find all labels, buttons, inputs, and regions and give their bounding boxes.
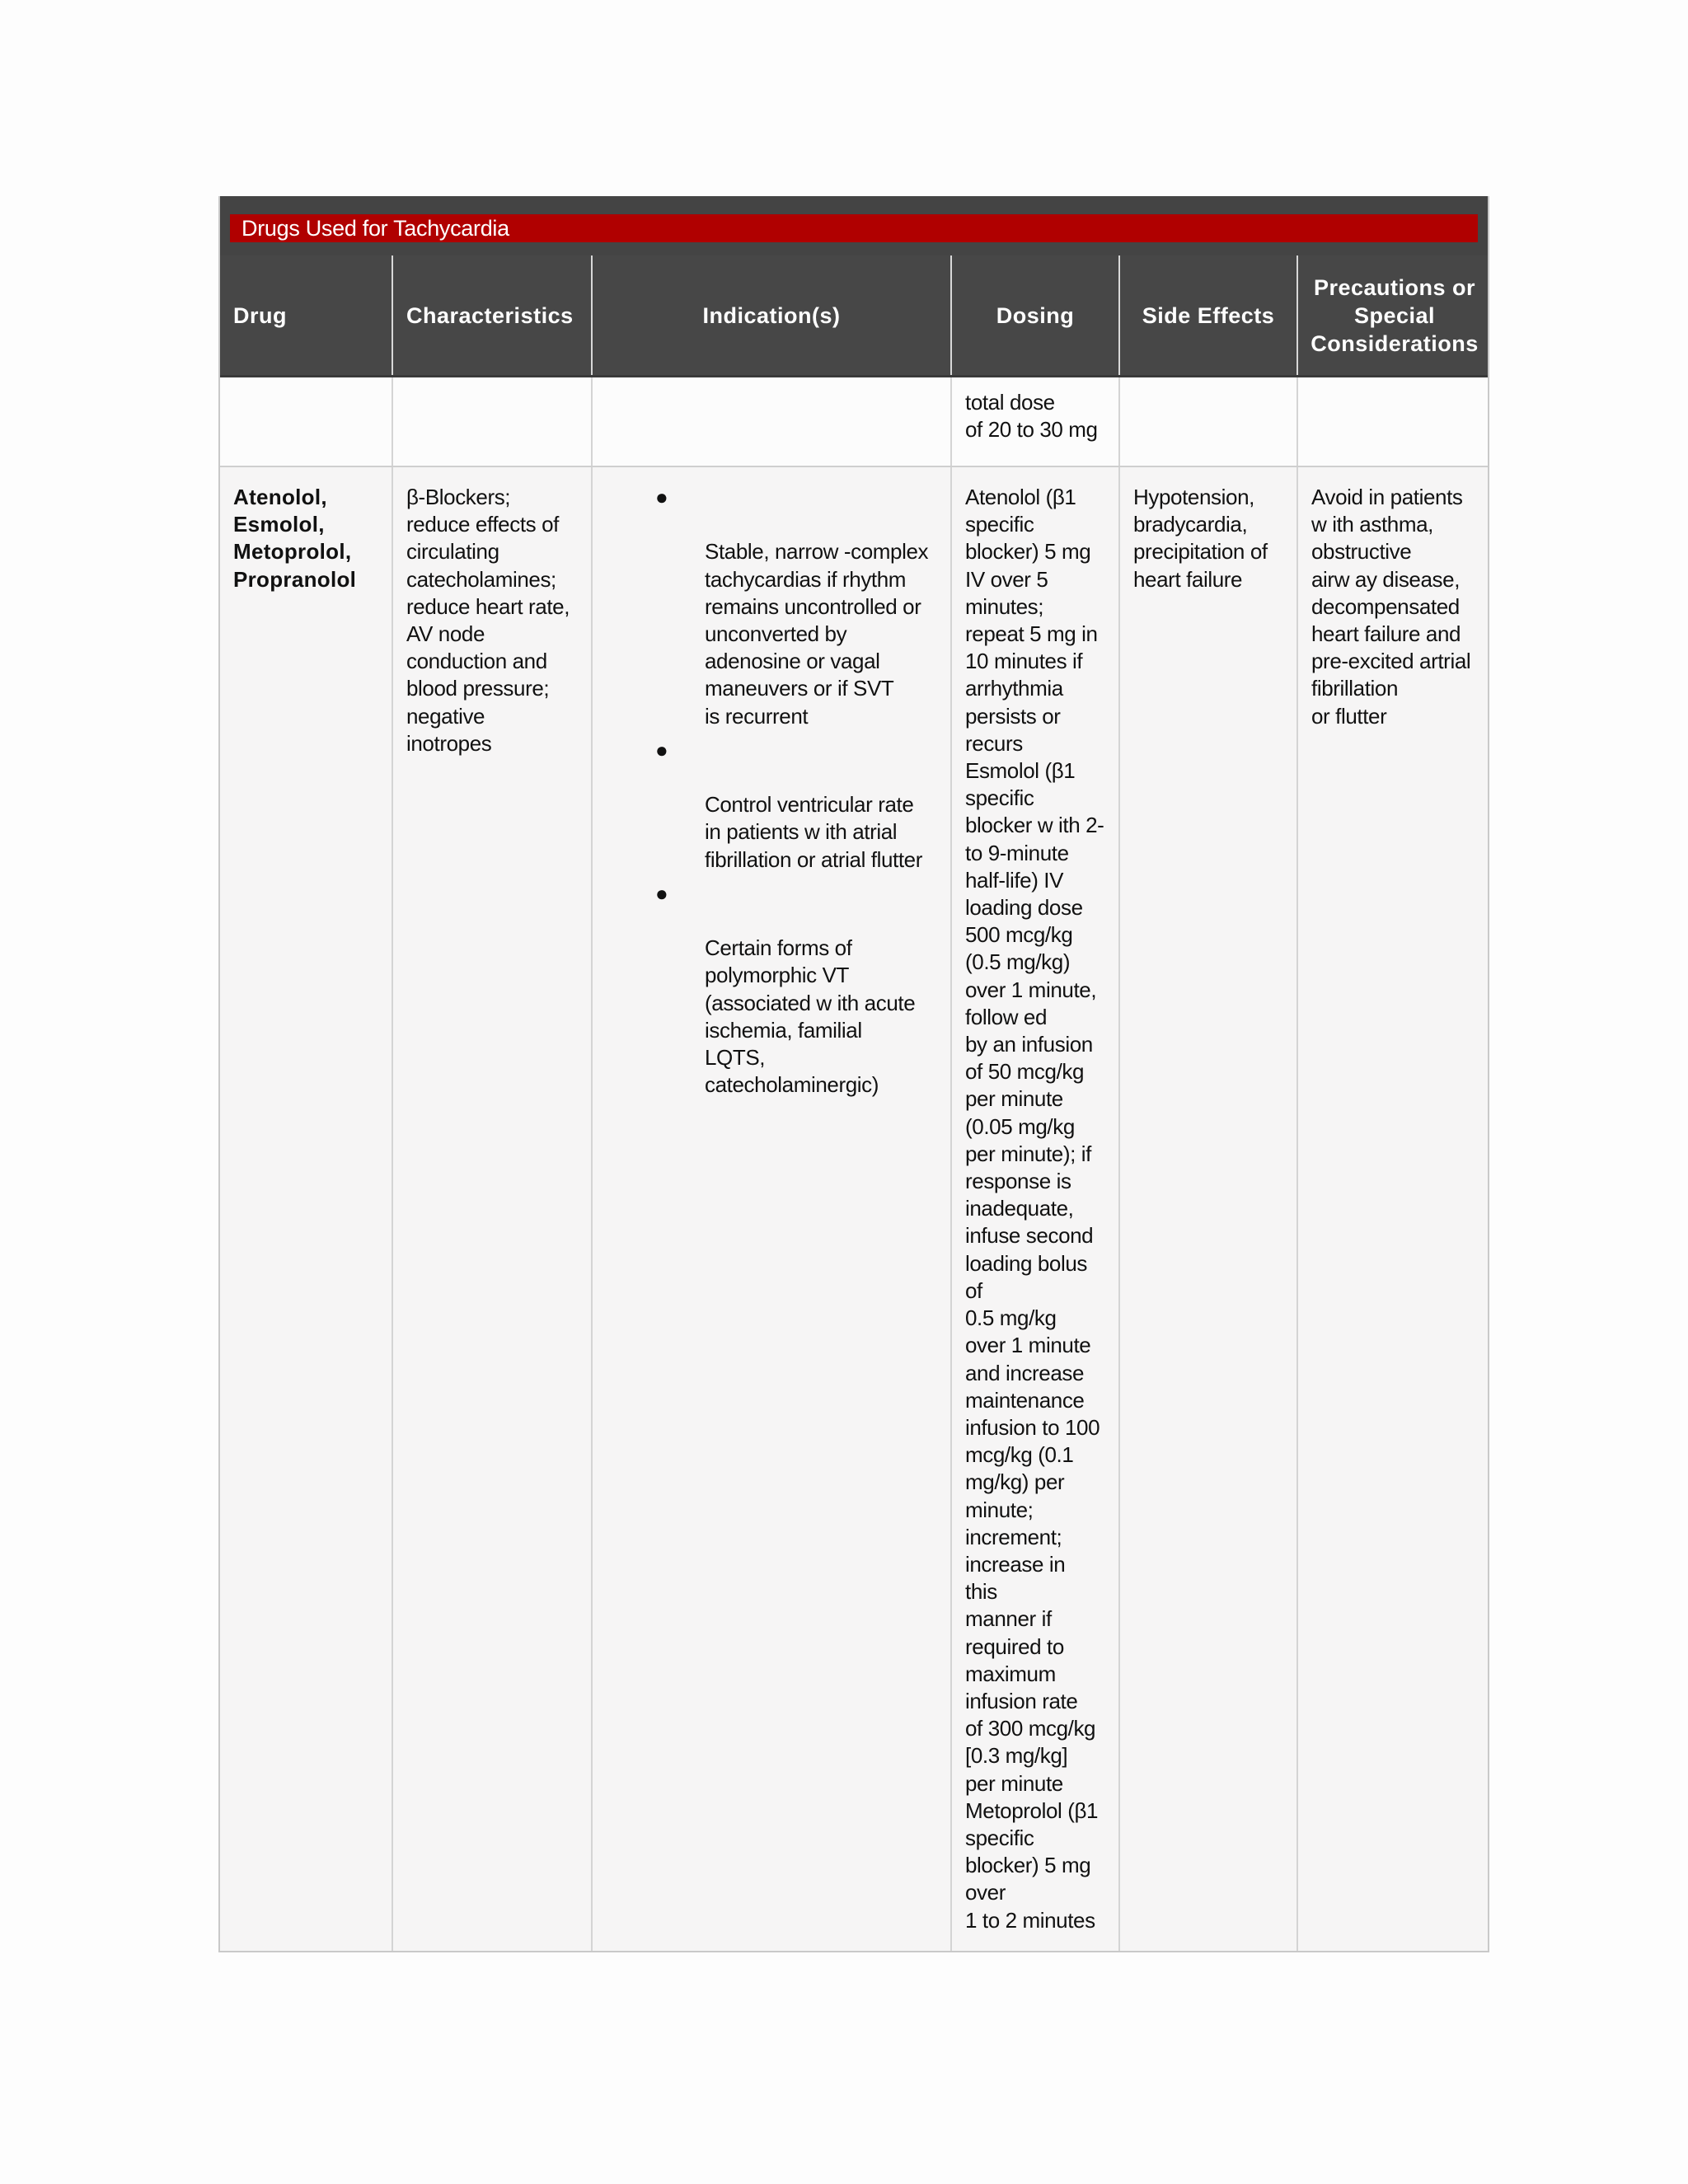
indications-list — [606, 484, 940, 1099]
cell-drug: Atenolol, Esmolol, Metoprolol, Propranolol — [233, 485, 357, 592]
table-row — [220, 466, 1488, 1951]
header-side-effects: Side Effects — [1118, 255, 1296, 375]
cell-empty-characteristics — [392, 377, 591, 466]
list-item — [606, 880, 940, 1099]
list-item — [606, 737, 940, 874]
header-drug: Drug — [233, 302, 287, 328]
bullet-icon: ● — [655, 880, 668, 906]
table-title: Drugs Used for Tachycardia — [230, 214, 1478, 242]
indication-text: Certain forms of polymorphic VT (associated w ith acute ischemia, familial LQTS, catecholaminergic) — [705, 935, 916, 1098]
bullet-icon: ● — [655, 485, 668, 509]
cell-precautions: Avoid in patients w ith asthma, obstructive airw ay disease, decompensated heart failure and pre-excited artrial fibrillation or flutter — [1296, 467, 1491, 1951]
cell-empty-drug — [220, 377, 392, 466]
cell-empty-indications — [591, 377, 950, 466]
cell-dosing: Atenolol (β1 specific blocker) 5 mg IV over 5 minutes; repeat 5 mg in 10 minutes if arrhythmia persists or recurs Esmolol (β1 specific blocker w ith 2- to 9-minute half-life) IV loading dose 500 mcg/kg (0.5 mg/kg) over 1 minute, follow ed by an infusion of 50 mcg/kg per minute (0.05 mg/kg per minute); if response is inadequate, infuse second loading bolus of 0.5 mg/kg over 1 minute and increase maintenance infusion to 100 mcg/kg (0.1 mg/kg) per minute; increment; increase in this manner if required to maximum infusion rate of 300 mcg/kg [0.3 mg/kg] per minute Metoprolol (β1 specific blocker) 5 mg over 1 to 2 minutes — [950, 467, 1118, 1951]
table-title-band — [220, 196, 1488, 255]
header-characteristics: Characteristics — [392, 255, 591, 375]
cell-empty-precautions — [1296, 377, 1491, 466]
table-row-continuation — [220, 377, 1488, 466]
header-dosing: Dosing — [950, 255, 1118, 375]
indication-text: Stable, narrow -complex tachycardias if rhythm remains uncontrolled or unconverted by adenosine or vagal maneuvers or if SVT is recurrent — [705, 539, 929, 729]
bullet-icon: ● — [655, 737, 668, 762]
header-precautions: Precautions or Special Considerations — [1296, 255, 1491, 375]
drug-table — [218, 196, 1489, 1952]
cell-continuation-dosing: total dose of 20 to 30 mg — [950, 377, 1118, 466]
list-item — [606, 484, 940, 730]
cell-indications — [591, 467, 950, 1951]
cell-empty-side-effects — [1118, 377, 1296, 466]
indication-text: Control ventricular rate in patients w ith atrial fibrillation or atrial flutter — [705, 792, 922, 872]
cell-characteristics: β-Blockers; reduce effects of circulating catecholamines; reduce heart rate, AV node conduction and blood pressure; negative inotropes — [392, 467, 591, 1951]
header-indications: Indication(s) — [591, 255, 950, 375]
cell-side-effects: Hypotension, bradycardia, precipitation of heart failure — [1118, 467, 1296, 1951]
table-header-row — [220, 255, 1488, 377]
